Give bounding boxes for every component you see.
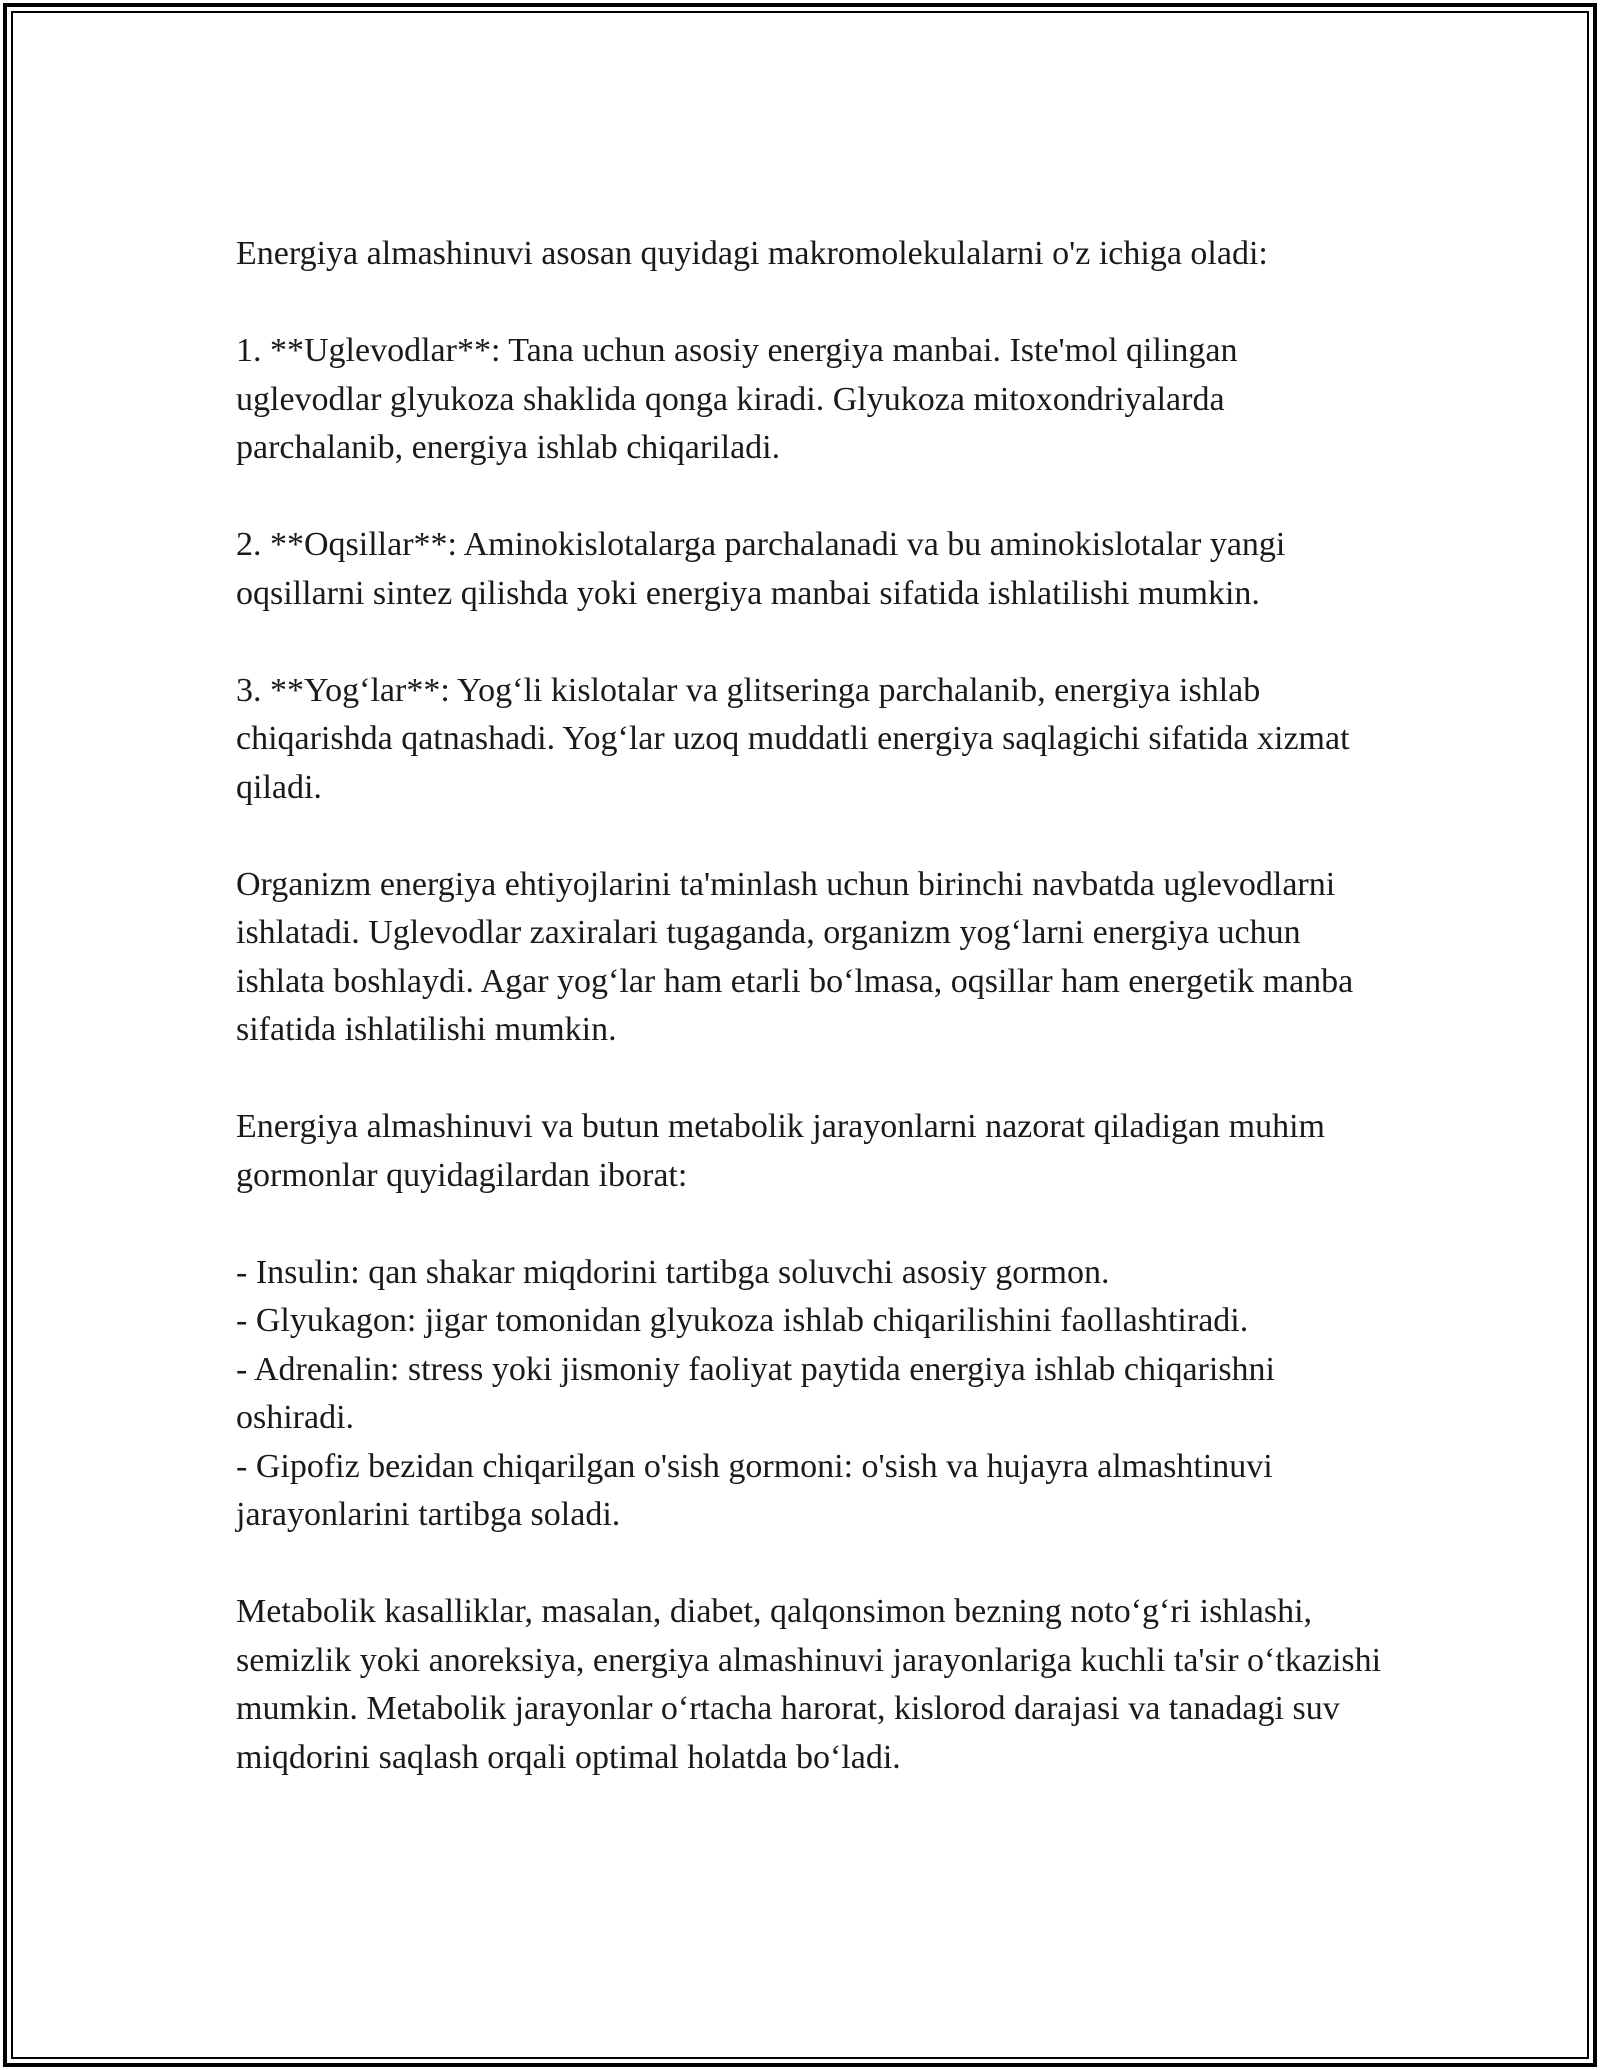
hormones-intro-paragraph: Energiya almashinuvi va butun metabolik jarayonlarni nazorat qiladigan muhim gormonlar quyidagilardan iborat: xyxy=(236,1108,1325,1194)
hormone-item-glucagon: - Glyukagon: jigar tomonidan glyukoza ishlab chiqarilishini faollashtiradi. xyxy=(236,1302,1249,1339)
list-item-fats: 3. **Yog‘lar**: Yog‘li kislotalar va glitseringa parchalanib, energiya ishlab chiqarishda qatnashadi. Yog‘lar uzoq muddatli energiya saqlagichi sifatida xizmat qiladi. xyxy=(236,671,1350,806)
hormone-item-growth-hormone: - Gipofiz bezidan chiqarilgan o'sish gormoni: o'sish va hujayra almashtinuvi jarayonlarini tartibga soladi. xyxy=(236,1447,1273,1533)
intro-paragraph: Energiya almashinuvi asosan quyidagi makromolekulalarni o'z ichiga oladi: xyxy=(236,235,1268,272)
hormones-list xyxy=(236,1249,1386,1540)
list-item-carbohydrates: 1. **Uglevodlar**: Tana uchun asosiy energiya manbai. Iste'mol qilingan uglevodlar glyukoza shaklida qonga kiradi. Glyukoza mitoxondriyalarda parchalanib, energiya ishlab chiqariladi. xyxy=(236,332,1238,466)
list-item-proteins: 2. **Oqsillar**: Aminokislotalarga parchalanadi va bu aminokislotalar yangi oqsillarni sintez qilishda yoki energiya manbai sifatida ishlatilishi mumkin. xyxy=(236,526,1286,612)
hormone-item-insulin: - Insulin: qan shakar miqdorini tartibga soluvchi asosiy gormon. xyxy=(236,1253,1110,1291)
conclusion-paragraph: Metabolik kasalliklar, masalan, diabet, qalqonsimon bezning noto‘g‘ri ishlashi, semizlik yoki anoreksiya, energiya almashinuvi jarayonlariga kuchli ta'sir o‘tkazishi mumkin. Metabolik jarayonlar o‘rtacha harorat, kislorod darajasi va tanadagi suv miqdorini saqlash orqali optimal holatda bo‘ladi. xyxy=(236,1593,1382,1776)
hormone-item-adrenaline: - Adrenalin: stress yoki jismoniy faoliyat paytida energiya ishlab chiqarishni oshiradi. xyxy=(236,1350,1275,1436)
document-body xyxy=(236,230,1386,1831)
energy-order-paragraph: Organizm energiya ehtiyojlarini ta'minlash uchun birinchi navbatda uglevodlarni ishlatadi. Uglevodlar zaxiralari tugaganda, organizm yog‘larni energiya uchun ishlata boshlaydi. Agar yog‘lar ham etarli bo‘lmasa, oqsillar ham energetik manba sifatida ishlatilishi mumkin. xyxy=(236,865,1354,1048)
